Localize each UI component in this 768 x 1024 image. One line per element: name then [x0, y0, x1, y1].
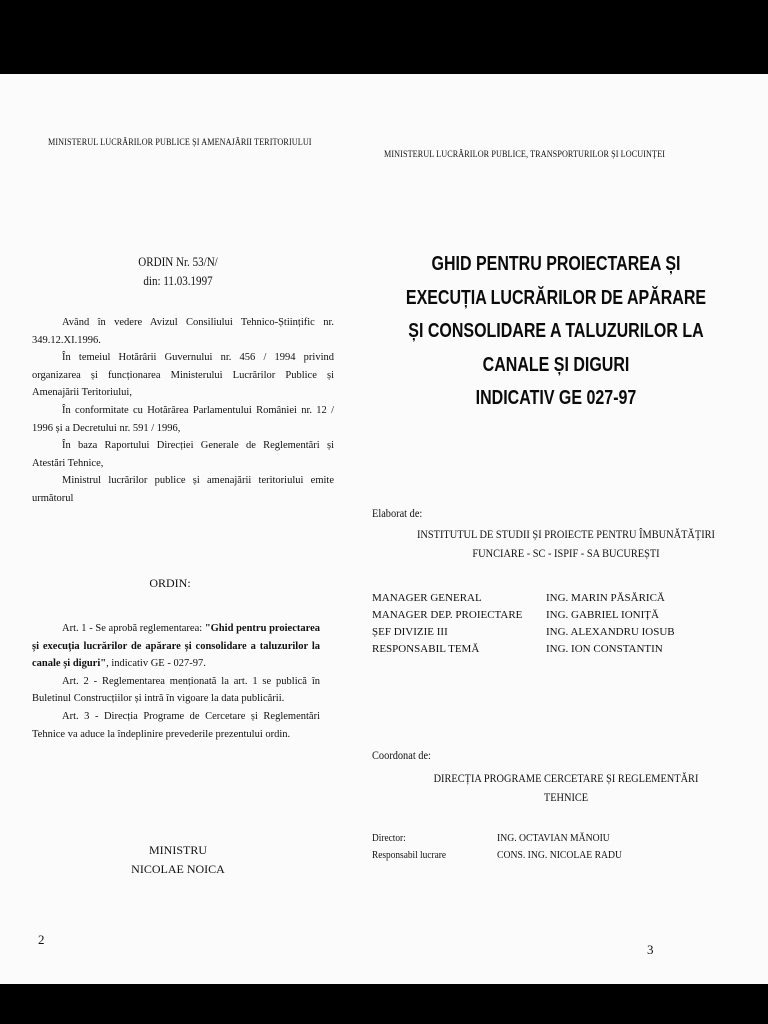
- preamble-paragraph: Având în vedere Avizul Consiliului Tehnico-Științific nr. 349.12.XI.1996.: [32, 317, 334, 346]
- right-page: [356, 74, 768, 984]
- team-name: ING. ION CONSTANTIN: [546, 643, 663, 655]
- institute-line: INSTITUTUL DE STUDII ȘI PROIECTE PENTRU ÎMBUNĂTĂȚIRI: [416, 529, 716, 541]
- preamble-paragraph: Ministrul lucrărilor publice și amenajării teritoriului emite următorul: [32, 475, 334, 504]
- signature-name: NICOLAE NOICA: [131, 862, 225, 876]
- article-1-guide-title: "Ghid pentru proiectarea și execuția lucrărilor de apărare și consolidare a taluzurilor la canale și diguri": [32, 623, 320, 670]
- left-page: [0, 74, 356, 984]
- preamble-paragraph: În baza Raportului Direcției Generale de Reglementări și Atestări Tehnice,: [32, 440, 334, 469]
- table-row: [372, 624, 762, 641]
- team-role: RESPONSABIL TEMĂ: [372, 643, 480, 655]
- preamble: [32, 314, 334, 508]
- team-name: ING. MARIN PĂSĂRICĂ: [546, 592, 665, 604]
- elaborated-label: Elaborat de:: [372, 508, 423, 520]
- direction-person-text: ING. OCTAVIAN MĂNOIU: [497, 832, 610, 844]
- direction-person: [497, 830, 762, 847]
- team-table: [372, 590, 762, 658]
- page-number: 2: [38, 932, 45, 947]
- direction-person: [497, 847, 762, 864]
- ministry-header: MINISTERUL LUCRĂRILOR PUBLICE ȘI AMENAJĂRII TERITORIULUI: [48, 138, 312, 148]
- institute-line: FUNCIARE - SC - ISPIF - SA BUCUREȘTI: [472, 548, 660, 560]
- article-1-prefix: Art. 1 - Se aprobă reglementarea:: [62, 623, 205, 634]
- team-role: MANAGER GENERAL: [372, 592, 482, 604]
- guide-title-line: INDICATIV GE 027-97: [475, 387, 637, 409]
- direction-role: [372, 830, 497, 847]
- guide-title-line: ȘI CONSOLIDARE A TALUZURILOR LA: [408, 320, 704, 342]
- direction-person-text: CONS. ING. NICOLAE RADU: [497, 849, 623, 861]
- direction-name: [386, 770, 746, 808]
- team-name: ING. GABRIEL IONIȚĂ: [546, 609, 659, 621]
- direction-line: TEHNICE: [543, 792, 589, 804]
- institute-name: [386, 526, 746, 564]
- ordin-title: [27, 252, 330, 290]
- team-name: ING. ALEXANDRU IOSUB: [546, 626, 675, 638]
- page-number: 3: [647, 942, 654, 957]
- signature-block: [0, 841, 356, 879]
- team-role: MANAGER DEP. PROIECTARE: [372, 609, 523, 621]
- table-row: [372, 830, 762, 847]
- guide-title-line: CANALE ȘI DIGURI: [482, 353, 630, 376]
- ordin-heading: ORDIN:: [149, 576, 191, 590]
- table-row: [372, 607, 762, 624]
- ordin-date: din: 11.03.1997: [143, 273, 213, 288]
- direction-role-text: Director:: [372, 832, 406, 844]
- table-row: [372, 847, 762, 864]
- article-2: Art. 2 - Reglementarea menționată la art. 1 se publică în Buletinul Construcțiilor și intră în vigoare la data publicării.: [32, 675, 320, 705]
- preamble-paragraph: În temeiul Hotărârii Guvernului nr. 456 / 1994 privind organizarea și funcționarea Ministerului Lucrărilor Publice și Amenajării Teritoriului,: [32, 352, 334, 399]
- table-row: [372, 590, 762, 607]
- table-row: [372, 641, 762, 658]
- article-1-suffix: , indicativ GE - 027-97.: [106, 658, 206, 670]
- guide-title-line: GHID PENTRU PROIECTAREA ȘI: [431, 253, 681, 275]
- guide-title-line: EXECUȚIA LUCRĂRILOR DE APĂRARE: [405, 286, 707, 309]
- direction-role: [372, 847, 497, 864]
- scanned-sheet: [0, 74, 768, 984]
- direction-line: DIRECȚIA PROGRAME CERCETARE ȘI REGLEMENTĂRI: [433, 773, 699, 785]
- signature-title: MINISTRU: [148, 843, 207, 857]
- ministry-header: MINISTERUL LUCRĂRILOR PUBLICE, TRANSPORTURILOR ȘI LOCUINȚEI: [384, 150, 666, 160]
- article-1: [32, 620, 320, 673]
- direction-role-text: Responsabil lucrare: [372, 849, 447, 861]
- guide-title: [396, 248, 716, 416]
- articles: [32, 620, 320, 743]
- coordinated-label: Coordonat de:: [372, 750, 431, 762]
- ordin-number: ORDIN Nr. 53/N/: [138, 254, 218, 269]
- direction-table: [372, 830, 762, 864]
- preamble-paragraph: În conformitate cu Hotărârea Parlamentului României nr. 12 / 1996 și a Decretului nr. 591 / 1996,: [32, 404, 334, 434]
- article-3: Art. 3 - Direcția Programe de Cercetare și Reglementări Tehnice va aduce la îndeplinire prevederile prezentului ordin.: [32, 710, 320, 740]
- team-role: ȘEF DIVIZIE III: [372, 626, 448, 638]
